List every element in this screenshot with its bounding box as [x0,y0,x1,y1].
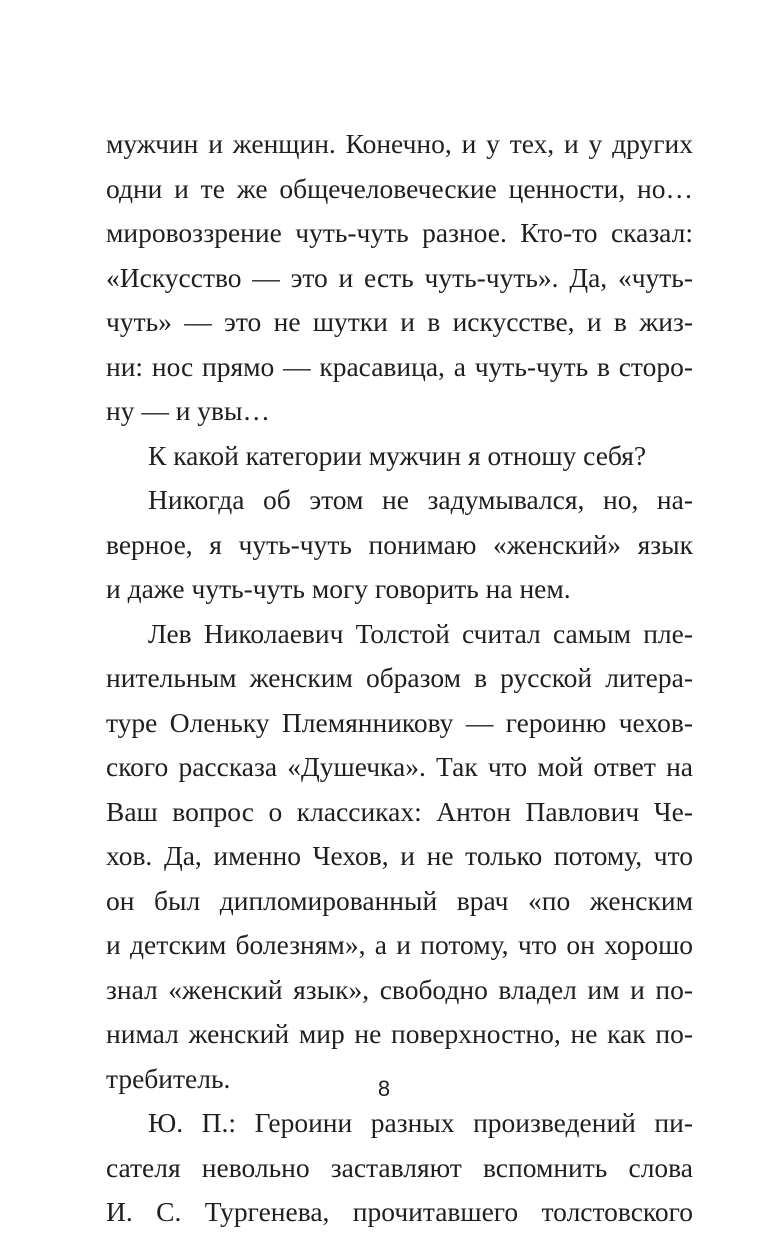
text-line: он был дипломированный врач «по женским [106,884,693,916]
text-line: хов. Да, именно Чехов, и не только потому, что [106,840,693,871]
text-line: мировоззрение чуть-чуть разное. Кто-то сказал: [106,217,693,248]
text-line: и даже чуть-чуть могу говорить на нем. [106,573,571,604]
paragraph [106,612,693,1102]
text-line: «Искусство — это и есть чуть-чуть». Да, «чуть- [106,261,693,293]
text-line: и детским болезням», а и потому, что он хорошо [106,929,693,960]
text-line: К какой категории мужчин я отношу себя? [148,439,647,471]
text-line: требитель. [106,1062,231,1094]
text-line: нимал женский мир не поверхностно, не как по- [106,1018,693,1049]
text-line: туре Оленьку Племянникову — героиню чехов- [106,706,693,738]
text-line: верное, я чуть-чуть понимаю «женский» язык [106,528,693,560]
text-line: Ваш вопрос о классиках: Антон Павлович Че- [106,795,693,827]
text-line: сателя невольно заставляют вспомнить слова [106,1151,693,1183]
text-line: ну — и увы… [106,395,271,426]
page-body [106,122,693,1235]
text-line: одни и те же общечеловеческие ценности, но… [106,172,693,204]
paragraph [106,122,693,434]
text-line: И. С. Тургенева, прочитавшего толстовского [106,1196,693,1227]
paragraph [106,478,693,612]
text-line: мужчин и женщин. Конечно, и у тех, и у других [106,128,693,159]
text-line: ни: нос прямо — красавица, а чуть-чуть в сторо- [106,350,693,382]
text-line: чуть» — это не шутки и в искусстве, и в жиз- [106,306,693,337]
text-line: Никогда об этом не задумывался, но, на- [148,484,693,515]
paragraph [106,1101,693,1235]
page-number: 8 [377,1076,391,1101]
text-line: Ю. П.: Героини разных произведений пи- [148,1107,693,1138]
text-line: нительным женским образом в русской литера- [106,662,693,693]
text-line: ского рассказа «Душечка». Так что мой ответ на [106,751,693,782]
text-line: Лев Николаевич Толстой считал самым пле- [148,617,693,649]
text-line: знал «женский язык», свободно владел им и по- [106,973,693,1005]
paragraph [106,434,693,479]
